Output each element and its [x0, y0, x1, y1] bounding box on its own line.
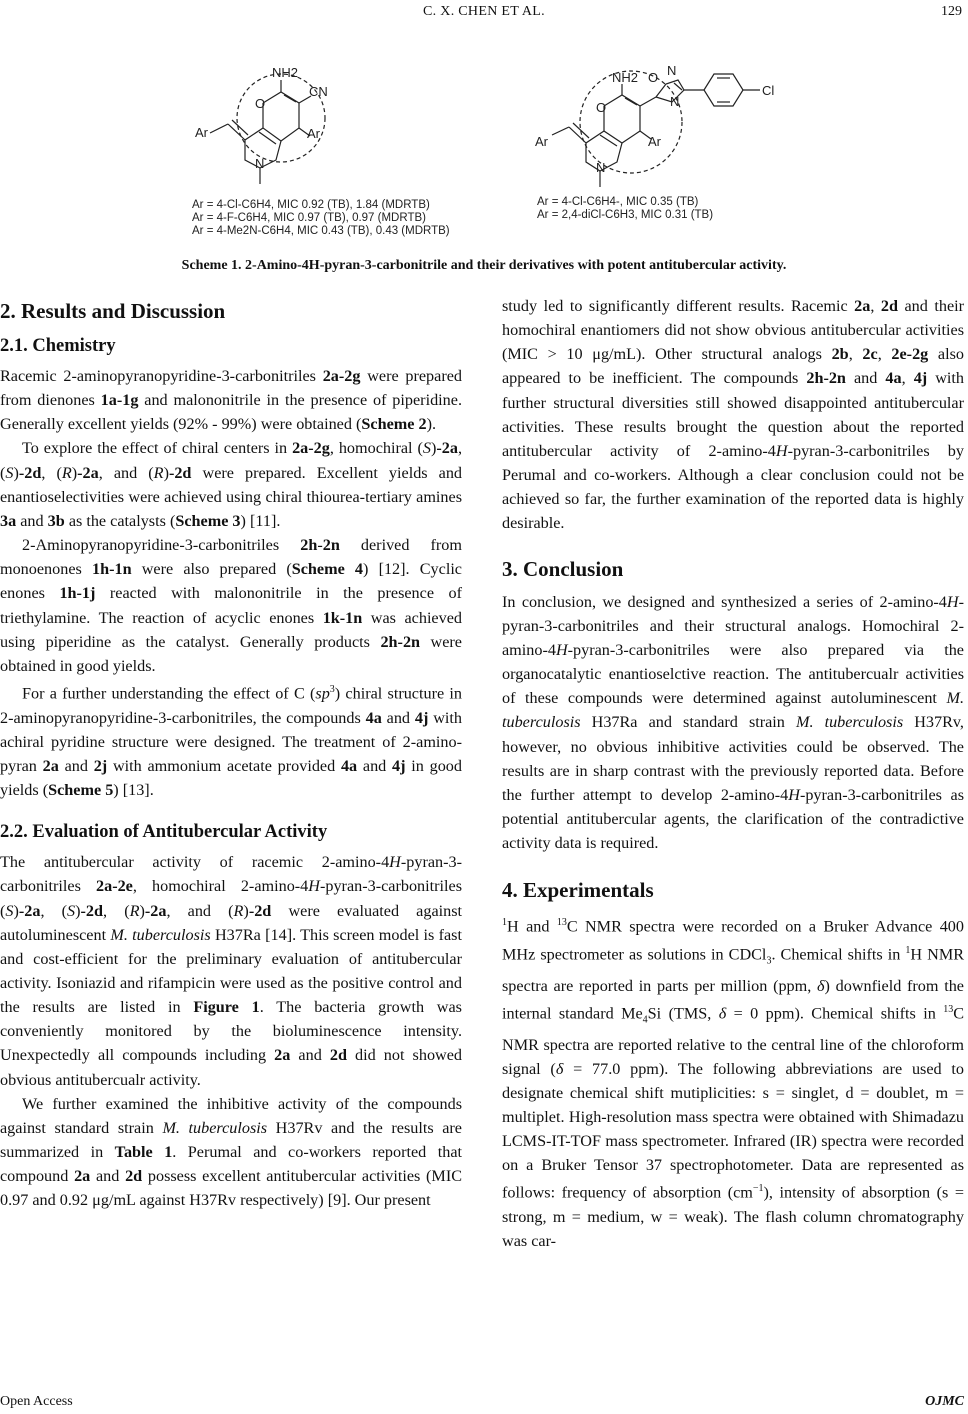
left-nh2-label: NH2 [272, 65, 299, 80]
right-notes [537, 196, 713, 221]
running-header [0, 2, 968, 24]
left-note-1: Ar = 4-Cl-C6H4, MIC 0.92 (TB), 1.84 (MDRTB) [192, 199, 430, 211]
paragraph: The antitubercular activity of racemic 2-amino-4H-pyran-3-carbonitriles 2a-2e, homochiral 2-amino-4H-pyran-3-carbonitriles (S)-2a, (S)-2d, (R)-2a, and (R)-2d were evaluated against autoluminescent M. tuberculosis H37Ra [14]. This screen model is fast and cost-efficient for the preliminary evaluation of antitubercular activity. Isoniazid and rifampicin were used as the positive control and the results are listed in Figure 1. The bacteria growth was conveniently monitored by the bioluminescence intensity. Unexpectedly all compounds including 2a and 2d did not showed obvious antitubercualr activity. [0, 853, 463, 1089]
left-column [0, 294, 462, 1213]
paragraph: We further examined the inhibitive activity of the compounds against standard strain M. tuberculosis H37Rv and the results are summarized in Table 1. Perumal and co-workers reported that compound 2a and 2d possess excellent antitubercular activities (MIC 0.97 and 0.92 μg/mL against H37Rv respectively) [9]. Our present [0, 1094, 463, 1210]
section-2-heading: 2. Results and Discussion [0, 299, 226, 323]
right-o-label: O [596, 100, 607, 115]
left-o-label: O [255, 96, 266, 111]
paragraph: To explore the effect of chiral centers in 2a-2g, homochiral (S)-2a, (S)-2d, (R)-2a, and (R)-2d were prepared. Excellent yields and enantioselectivities were achieved using chiral thiourea-tertiary amines 3a and 3b as the catalysts (Scheme 3) [11]. [0, 439, 463, 530]
right-ar2-label: Ar [648, 134, 661, 149]
right-ar1-label: Ar [535, 134, 548, 149]
left-cn-label: CN [309, 84, 328, 99]
left-structure-labels [195, 65, 328, 171]
page-footer [0, 1394, 968, 1414]
paragraph: study led to significantly different results. Racemic 2a, 2d and their homochiral enantiomers did not show obvious antitubercular activities (MIC > 10 μg/mL). Other structural analogs 2b, 2c, 2e-2g also appeared to be inefficient. The compounds 2h-2n and 4a, 4j with further structural diversities still showed disappointed antitubercular activities. These results brought the question about the reported antitubercular activity of 2-amino-4H-pyran-3-carbonitriles by Perumal and co-workers. Although a clear conclusion could not be achieved so far, the further examination of the reported data is highly desirable. [502, 297, 965, 533]
right-column [502, 294, 964, 1253]
left-note-2: Ar = 4-F-C6H4, MIC 0.97 (TB), 0.97 (MDRTB) [192, 212, 426, 224]
footer-journal: OJMC [925, 1394, 964, 1409]
left-n-label: N [255, 156, 265, 171]
right-n3-label: N [670, 94, 680, 109]
page-number: 129 [941, 4, 962, 19]
scheme-caption: Scheme 1. 2-Amino-4H-pyran-3-carbonitrile and their derivatives with potent antitubercular activity. [181, 258, 787, 273]
right-n2-label: N [667, 63, 677, 78]
right-o2-label: O [648, 70, 659, 85]
paragraph: Racemic 2-aminopyranopyridine-3-carbonitriles 2a-2g were prepared from dienones 1a-1g and malononitrile in the presence of piperidine. Generally excellent yields (92% - 99%) were obtained (Scheme 2). [0, 367, 462, 434]
left-ar1-label: Ar [195, 125, 208, 140]
right-note-1: Ar = 4-Cl-C6H4-, MIC 0.35 (TB) [537, 196, 699, 208]
right-structure [552, 71, 760, 187]
left-notes [192, 199, 450, 237]
left-note-3: Ar = 4-Me2N-C6H4, MIC 0.43 (TB), 0.43 (MDRTB) [192, 225, 450, 237]
section-4-heading: 4. Experimentals [502, 878, 654, 903]
running-title: C. X. CHEN ET AL. [423, 4, 545, 19]
left-ar2-label: Ar [307, 126, 320, 141]
right-cl-label: Cl [762, 83, 775, 98]
paragraph: $^1$H and $^{13}$C NMR spectra were recorded on a Bruker Advance 400 MHz spectrometer as solutions in CDCl$_3$. Chemical shifts in $^1$H NMR spectra are reported in parts per million (ppm, δ) downfield from the internal standard $Me_4Si$ (TMS, δ = 0 ppm). Chemical shifts in $^{13}$C NMR spectra are reported relative to the central line of the chloroform signal (δ = 77.0 ppm). The following abbreviations are used to designate chemical shift mutiplicities: s = singlet, d = doublet, m = multiplet. High-resolution mass spectra were obtained with Shimadazu LCMS-IT-TOF mass spectrometer. Infrared (IR) spectra were recorded on a Bruker Tensor 37 spectrophotometer. Data are represented as follows: frequency of absorption $(cm^{-1})$, intensity of absorption (s = strong, m = medium, w = weak). The flash column chromatography was car- [502, 917, 965, 1251]
section-2-2-heading: 2.2. Evaluation of Antitubercular Activity [0, 822, 328, 843]
paragraph: In conclusion, we designed and synthesized a series of 2-amino-4H-pyran-3-carbonitriles and their structural analogs. Homochiral 2-amino-4H-pyran-3-carbonitriles were also prepared via the organocatalytic enantioselctive reaction. The antitubercualr activities of these compounds were determined against autoluminescent M. tuberculosis H37Ra and standard strain M. tuberculosis H37Rv, however, no obvious inhibitive activities could be observed. The results are in sharp contrast with the previously reported data. Before the further attempt to develop 2-amino-4H-pyran-3-carbonitriles as potential antitubercular agents, the clarification of the contradictive activity data is required. [502, 592, 964, 853]
paragraph: For a further understanding the effect of C $(sp^3)$ chiral structure in 2-aminopyranopyridine-3-carbonitriles, the compounds 4a and 4j with achiral pyridine structure were designed. The treatment of 2-amino-pyran 2a and 2j with ammonium acetate provided 4a and 4j in good yields (Scheme 5) [13]. [0, 684, 463, 800]
section-3-heading: 3. Conclusion [502, 556, 624, 581]
right-structure-labels [535, 63, 774, 175]
right-note-2: Ar = 2,4-diCl-C6H3, MIC 0.31 (TB) [537, 209, 714, 221]
right-nh2-label: NH2 [612, 70, 639, 85]
scheme-figure [0, 40, 968, 260]
section-2-1-heading: 2.1. Chemistry [0, 336, 116, 356]
right-n-label: N [596, 160, 606, 175]
footer-open-access: Open Access [0, 1394, 73, 1409]
paragraph: 2-Aminopyranopyridine-3-carbonitriles 2h-2n derived from monoenones 1h-1n were also prepared (Scheme 4) [12]. Cyclic enones 1h-1j reacted with malononitrile in the presence of triethylamine. The reaction of acyclic enones 1k-1n was achieved using piperidine as the catalyst. Generally products 2h-2n were obtained in good yields. [0, 536, 462, 675]
